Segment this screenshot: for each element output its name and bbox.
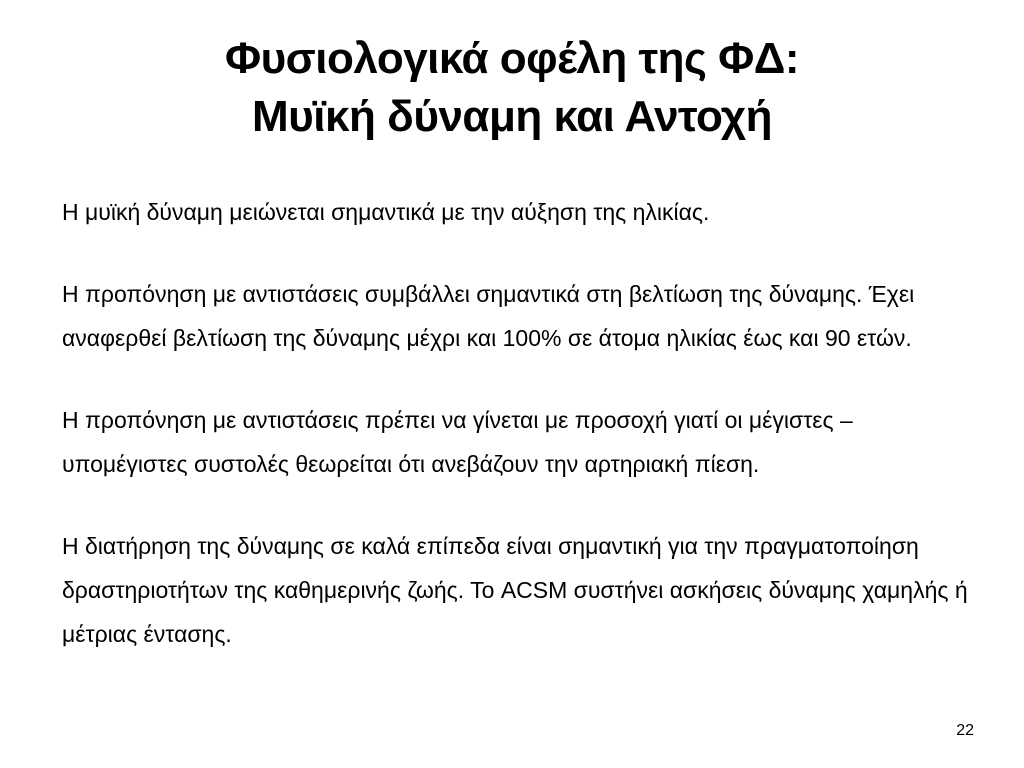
paragraph-resistance-training-benefit: Η προπόνηση με αντιστάσεις συμβάλλει σημαντικά στη βελτίωση της δύναμης. Έχει αναφερθεί βελτίωση της δύναμης μέχρι και 100% σε άτομα ηλικίας έως και 90 ετών. bbox=[62, 281, 915, 351]
slide-title-line-2: Μυϊκή δύναμη και Αντοχή bbox=[252, 92, 772, 141]
paragraph-strength-decline: Η μυϊκή δύναμη μειώνεται σημαντικά με την αύξηση της ηλικίας. bbox=[62, 199, 710, 225]
slide-body bbox=[62, 190, 982, 656]
paragraph-acsm-recommendation: Η διατήρηση της δύναμης σε καλά επίπεδα είναι σημαντική για την πραγματοποίηση δραστηριοτήτων της καθημερινής ζωής. Το ACSM συστήνει ασκήσεις δύναμης χαμηλής ή μέτριας έντασης. bbox=[62, 533, 968, 647]
slide-title-line-1: Φυσιολογικά οφέλη της ΦΔ: bbox=[224, 34, 800, 83]
slide-title bbox=[0, 30, 1024, 146]
page-number: 22 bbox=[956, 722, 974, 739]
paragraph-resistance-training-caution: Η προπόνηση με αντιστάσεις πρέπει να γίνεται με προσοχή γιατί οι μέγιστες – υπομέγιστες συστολές θεωρείται ότι ανεβάζουν την αρτηριακή πίεση. bbox=[62, 407, 853, 477]
